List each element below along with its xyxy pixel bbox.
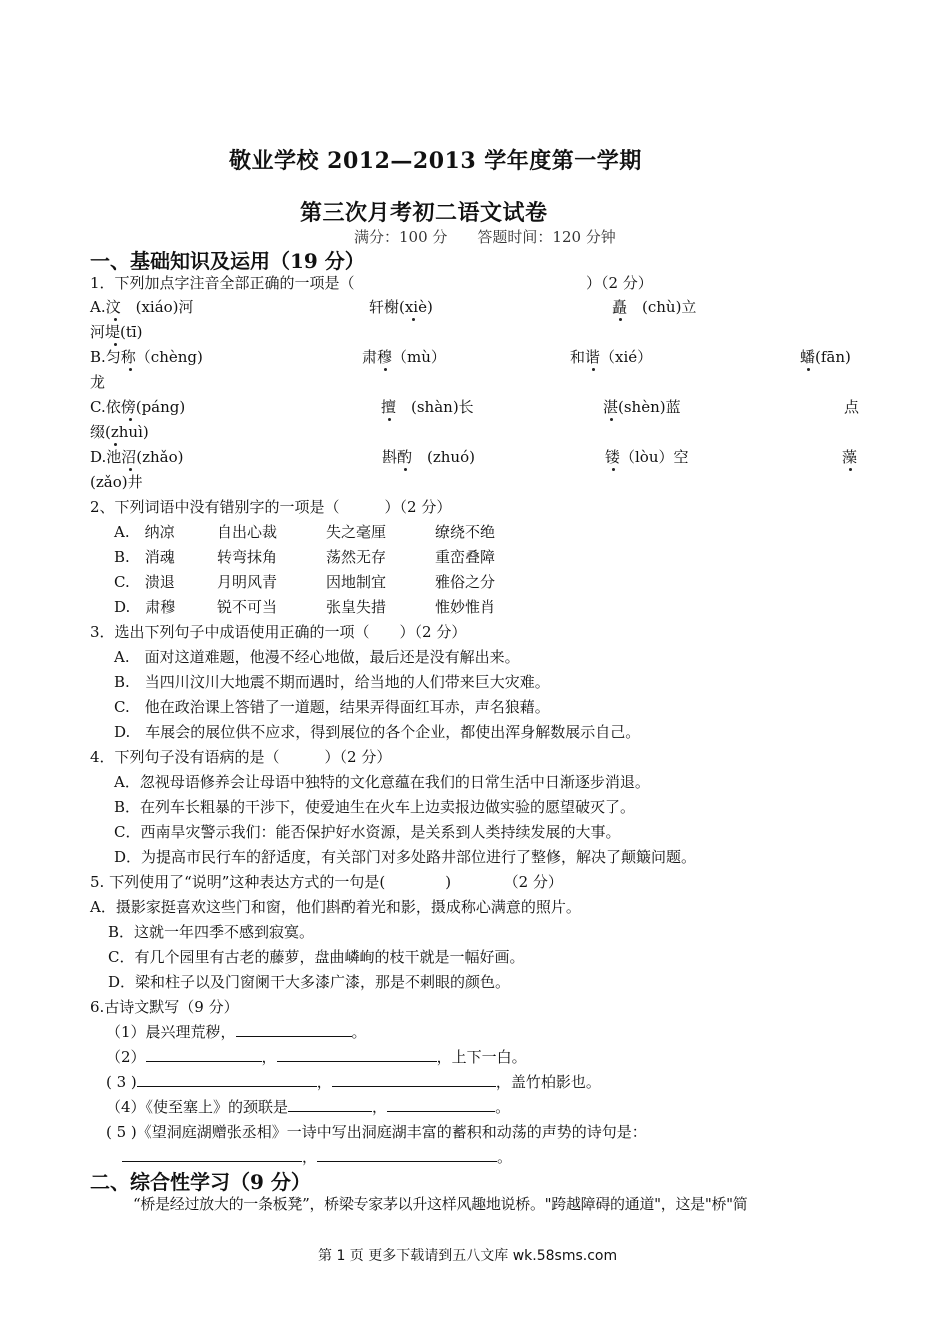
q6-line-2 (106, 1047, 527, 1067)
q2-row-b-col3: 荡然无存 (326, 548, 387, 566)
emphasis-dot (612, 468, 615, 471)
q6-line-5-blanks (122, 1147, 512, 1167)
emphasis-dot (807, 368, 810, 371)
answer-blank[interactable] (332, 1072, 496, 1087)
emphasis-dot (129, 468, 132, 471)
q2-row-a-col3: 失之毫厘 (326, 523, 387, 541)
q6-line-1-text: （1）晨兴理荒秽， (106, 1023, 236, 1041)
q6-line-3-text: ( 3 ) (106, 1073, 137, 1091)
q6-line-4-text: （4）《使至塞上》的颈联是 (106, 1098, 289, 1116)
q2-row-c-col3: 因地制宜 (326, 573, 387, 591)
q2-row-c-col2: 月明风青 (217, 573, 278, 591)
q6-line-3 (106, 1072, 601, 1092)
answer-blank[interactable] (236, 1022, 352, 1037)
emphasis-dot (114, 343, 117, 346)
q1-option-d-part3: 镂（lòu）空 (605, 448, 689, 466)
q6-line-4-sep: ， (372, 1098, 388, 1116)
q1-option-d-part4: 藻 (842, 448, 858, 466)
q2-row-a-col1: A. 纳凉 (114, 523, 175, 541)
q4-option-d: D．为提高市民行车的舒适度，有关部门对多处路井部位进行了整修，解决了颠簸问题。 (114, 848, 697, 866)
emphasis-dot (610, 418, 613, 421)
q1-option-b-part1: B.匀称（chèng) (90, 348, 203, 366)
q6-line-4-end: 。 (495, 1098, 511, 1116)
emphasis-dot (129, 418, 132, 421)
q6-line-2-text: （2） (106, 1048, 146, 1066)
emphasis-dot (592, 368, 595, 371)
exam-meta: 满分：100 分 答题时间：120 分钟 (354, 228, 616, 246)
q5-stem: 5. 下列使用了“说明”这种表达方式的一句是( ) （2 分） (90, 873, 563, 891)
q6-stem: 6.古诗文默写（9 分） (90, 998, 239, 1016)
answer-blank[interactable] (317, 1147, 497, 1162)
exam-title: 敬业学校 2012—2013 学年度第一学期 (229, 148, 642, 174)
q6-line-1 (106, 1022, 367, 1042)
emphasis-dot (412, 318, 415, 321)
q6-line-5-end: 。 (497, 1148, 513, 1166)
emphasis-dot (384, 368, 387, 371)
q3-option-b: B. 当四川汶川大地震不期而遇时，给当地的人们带来巨大灾难。 (114, 673, 550, 691)
q2-row-c-col1: C. 溃退 (114, 573, 175, 591)
q1-option-d-part1: D.池沼(zhǎo) (90, 448, 184, 466)
q4-option-c: C．西南旱灾警示我们：能否保护好水资源，是关系到人类持续发展的大事。 (114, 823, 621, 841)
q6-line-3-sep: ， (316, 1073, 332, 1091)
q4-option-b: B．在列车长粗暴的干涉下，使爱迪生在火车上边卖报边做实验的愿望破灭了。 (114, 798, 636, 816)
q2-stem: 2、下列词语中没有错别字的一项是（ ）（2 分） (90, 498, 452, 516)
answer-blank[interactable] (137, 1072, 317, 1087)
q3-option-d: D. 车展会的展位供不应求，得到展位的各个企业，都使出浑身解数展示自己。 (114, 723, 641, 741)
emphasis-dot (114, 443, 117, 446)
q1-stem: 1．下列加点字注音全部正确的一项是（ (90, 274, 355, 292)
q6-line-5: ( 5 )《望洞庭湖赠张丞相》一诗中写出洞庭湖丰富的蓄积和动荡的声势的诗句是： (106, 1123, 647, 1141)
answer-blank[interactable] (146, 1047, 262, 1062)
q6-line-2-sep: ， (261, 1048, 277, 1066)
q1-option-c-part3: 湛(shèn)蓝 (603, 398, 681, 416)
q2-row-d-col2: 锐不可当 (217, 598, 278, 616)
answer-blank[interactable] (387, 1097, 495, 1112)
q1-option-b-part5: 龙 (90, 373, 106, 391)
q2-row-b-col2: 转弯抹角 (217, 548, 278, 566)
answer-blank[interactable] (277, 1047, 437, 1062)
emphasis-dot (404, 468, 407, 471)
q5-option-a: A．摄影家挺喜欢这些门和窗，他们斟酌着光和影，摄成称心满意的照片。 (90, 898, 581, 916)
q1-option-a-part1: A.汶 (xiáo)河 (90, 298, 194, 316)
section-2-heading: 二、综合性学习（9 分） (90, 1170, 311, 1194)
q4-option-a: A．忽视母语修养会让母语中独特的文化意蕴在我们的日常生活中日渐逐步消退。 (114, 773, 650, 791)
q5-option-c: C．有几个园里有古老的藤萝，盘曲嶙峋的枝干就是一幅好画。 (108, 948, 525, 966)
q2-row-a-col4: 缭绕不绝 (435, 523, 496, 541)
section-2-paragraph: “桥是经过放大的一条板凳”，桥梁专家茅以升这样风趣地说桥。"跨越障碍的通道"，这是"桥"简 (133, 1195, 748, 1213)
q1-option-a-part3: 矗 (chù)立 (612, 298, 697, 316)
section-1-heading: 一、基础知识及运用（19 分） (90, 249, 365, 273)
page-footer: 第 1 页 更多下载请到五八文库 wk.58sms.com (318, 1248, 618, 1264)
q1-option-a-part4: 河堤(tī) (90, 323, 143, 341)
emphasis-dot (388, 418, 391, 421)
answer-blank[interactable] (122, 1147, 302, 1162)
q6-line-4 (106, 1097, 510, 1117)
q1-option-d-part2: 斟酌 (zhuó) (382, 448, 475, 466)
q6-line-5-sep: ， (302, 1148, 318, 1166)
q4-stem: 4．下列句子没有语病的是（ ）（2 分） (90, 748, 392, 766)
q6-line-3-end: ，盖竹柏影也。 (495, 1073, 601, 1091)
q2-row-d-col4: 惟妙惟肖 (435, 598, 496, 616)
q2-row-b-col4: 重峦叠障 (435, 548, 496, 566)
q1-option-c-part4: 点 (844, 398, 860, 416)
q6-line-1-end: 。 (351, 1023, 367, 1041)
q1-option-b-part2: 肃穆（mù） (362, 348, 446, 366)
emphasis-dot (114, 318, 117, 321)
emphasis-dot (849, 468, 852, 471)
q2-row-b-col1: B. 消魂 (114, 548, 175, 566)
q1-option-d-part5: (zǎo)井 (90, 473, 143, 491)
q3-option-c: C. 他在政治课上答错了一道题，结果弄得面红耳赤，声名狼藉。 (114, 698, 550, 716)
q6-line-2-end: ，上下一白。 (436, 1048, 527, 1066)
q2-row-a-col2: 自出心裁 (217, 523, 278, 541)
q2-row-d-col1: D. 肃穆 (114, 598, 176, 616)
q5-option-d: D．梁和柱子以及门窗阑干大多漆广漆，那是不刺眼的颜色。 (108, 973, 511, 991)
q2-row-c-col4: 雅俗之分 (435, 573, 496, 591)
emphasis-dot (129, 368, 132, 371)
q1-points: ）（2 分） (586, 274, 653, 292)
q1-option-c-part1: C.依傍(páng) (90, 398, 186, 416)
exam-subtitle: 第三次月考初二语文试卷 (300, 200, 548, 226)
q1-option-b-part3: 和谐（xié） (570, 348, 653, 366)
q1-option-c-part5: 缀(zhuì) (90, 423, 149, 441)
q1-option-b-part4: 蟠(fān) (800, 348, 851, 366)
q5-option-b: B．这就一年四季不感到寂寞。 (108, 923, 315, 941)
q3-option-a: A. 面对这道难题，他漫不经心地做，最后还是没有解出来。 (114, 648, 520, 666)
answer-blank[interactable] (288, 1097, 372, 1112)
q3-stem: 3．选出下列句子中成语使用正确的一项（ ）（2 分） (90, 623, 467, 641)
q2-row-d-col3: 张皇失措 (326, 598, 387, 616)
emphasis-dot (619, 318, 622, 321)
q1-option-c-part2: 擅 (shàn)长 (381, 398, 474, 416)
q1-option-a-part2: 轩榭(xiè) (369, 298, 433, 316)
